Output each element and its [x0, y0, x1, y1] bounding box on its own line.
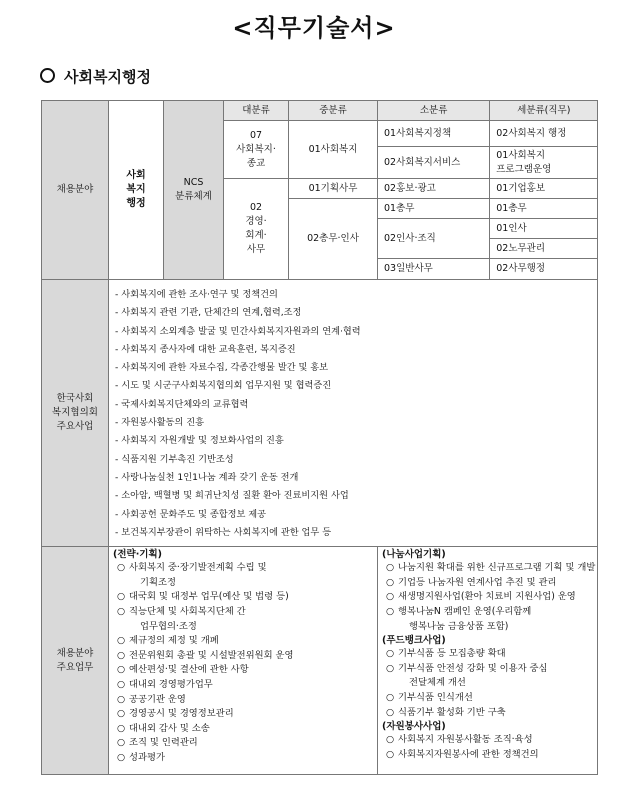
major-line: 회계·: [245, 230, 267, 241]
circle-bullet-icon: ○: [116, 591, 126, 603]
header-minor: 소분류: [378, 101, 490, 121]
duty-item-text: 기부식품 등 모집총량 확대: [398, 648, 506, 660]
circle-bullet-icon: [40, 68, 55, 83]
org-label-line: 주요사업: [56, 421, 94, 433]
activity-item: - 사회복지 자원개발 및 정보화사업의 진흥: [115, 435, 284, 447]
job-description-table: [41, 100, 598, 775]
duty-label-cell: [42, 547, 109, 775]
duty-group-heading: (푸드뱅크사업): [382, 635, 446, 647]
minor-cell: 02홍보·광고: [378, 179, 490, 199]
ncs-label-line: 분류체계: [175, 191, 212, 202]
duty-item: [113, 649, 375, 664]
circle-bullet-icon: ○: [116, 605, 126, 617]
duties-right-cell: [378, 547, 598, 775]
detail-cell: 02노무관리: [490, 239, 598, 259]
header-major: 대분류: [224, 101, 289, 121]
section-title: 사회복지행정: [64, 68, 151, 86]
circle-bullet-icon: ○: [385, 734, 395, 746]
minor-cell: 03일반사무: [378, 259, 490, 280]
ncs-label-cell: [164, 101, 224, 280]
activity-item: - 자원봉사활동의 진흥: [115, 417, 205, 429]
activity-item: - 사회공헌 문화주도 및 종합정보 제공: [115, 508, 267, 520]
duty-item: [113, 663, 375, 678]
middle-cell: 01기획사무: [289, 179, 378, 199]
duty-item: [382, 706, 595, 721]
duty-item: [113, 605, 375, 620]
activity-item: - 시도 및 시군구사회복지협의회 업무지원 및 협력증진: [115, 380, 332, 392]
duty-item: [113, 751, 375, 766]
duty-item-text: 새생명지원사업(환아 치료비 지원사업) 운영: [398, 591, 576, 603]
major-line: 경영·: [245, 216, 267, 227]
minor-cell: 01사회복지정책: [378, 121, 490, 147]
duty-item: [382, 605, 595, 620]
activity-item: - 사랑나눔실천 1인1나눔 계좌 갖기 운동 전개: [115, 471, 299, 483]
circle-bullet-icon: ○: [385, 648, 395, 660]
duty-item: [113, 590, 375, 605]
org-label-cell: [42, 280, 109, 547]
duties-left-cell: [109, 547, 378, 775]
duty-group-heading: (전략·기획): [113, 549, 163, 561]
circle-bullet-icon: ○: [116, 693, 126, 705]
minor-cell: 02사회복지서비스: [378, 147, 490, 179]
activity-item: - 식품지원 기부촉진 기반조성: [115, 453, 234, 465]
job-name-line: 복지: [126, 184, 146, 195]
duty-item-text: 공공기관 운영: [129, 693, 186, 705]
activities-cell: [109, 280, 598, 547]
duty-item: [113, 634, 375, 649]
detail-cell: 02사무행정: [490, 259, 598, 280]
job-name-line: 사회: [126, 170, 146, 181]
circle-bullet-icon: ○: [116, 664, 126, 676]
activity-item: - 사회복지 관련 기관, 단체간의 연계,협력,조정: [115, 307, 302, 319]
duty-item: [382, 647, 595, 662]
duty-item-text: 대국회 및 대정부 업무(예산 및 법령 등): [129, 591, 289, 603]
detail-cell: 01총무: [490, 199, 598, 219]
duty-label-line: 채용분야: [56, 647, 94, 659]
circle-bullet-icon: ○: [385, 605, 395, 617]
duty-item-text: 대내외 경영평가업무: [129, 678, 213, 690]
activity-item: - 국제사회복지단체와의 교류협력: [115, 398, 249, 410]
major-line: 07: [249, 129, 263, 141]
duty-item: [113, 678, 375, 693]
activity-item: - 사회복지에 관한 자료수집, 각종간행물 발간 및 홍보: [115, 362, 329, 374]
circle-bullet-icon: ○: [385, 691, 395, 703]
duty-item: [113, 693, 375, 708]
duty-item-text: 나눔지원 확대를 위한 신규프로그램 기획 및 개발: [398, 562, 596, 574]
duty-group-heading: (나눔사업기획): [382, 549, 446, 561]
org-label-line: 복지협의회: [52, 407, 98, 419]
section-heading: [40, 66, 151, 87]
duty-item-text: 기업등 나눔자원 연계사업 추진 및 관리: [398, 576, 557, 588]
duty-item-text: 기부식품 인식개선: [398, 691, 473, 703]
duty-item: [382, 733, 595, 748]
activity-item: - 소아암, 백혈병 및 희귀난치성 질환 환아 진료비지원 사업: [115, 490, 349, 502]
middle-cell: 01사회복지: [289, 121, 378, 179]
circle-bullet-icon: ○: [385, 591, 395, 603]
duty-item: [113, 736, 375, 751]
circle-bullet-icon: ○: [385, 562, 395, 574]
minor-cell: 01총무: [378, 199, 490, 219]
circle-bullet-icon: ○: [385, 748, 395, 760]
field-label-cell: [42, 101, 109, 280]
middle-cell: 02총무·인사: [289, 199, 378, 280]
duty-item-continuation: 업무협의·조정: [140, 620, 197, 632]
duty-label-line: 주요업무: [56, 661, 94, 673]
duty-item-text: 사회복지자원봉사에 관한 정책건의: [398, 748, 539, 760]
circle-bullet-icon: ○: [116, 562, 126, 574]
duty-item: [382, 561, 595, 576]
duty-group-heading: (자원봉사사업): [382, 721, 446, 733]
circle-bullet-icon: ○: [116, 722, 126, 734]
job-name-line: 행정: [126, 198, 146, 209]
duty-item-text: 제규정의 제정 및 개폐: [129, 635, 219, 647]
major-cell: [224, 179, 289, 280]
field-label: 채용분야: [56, 184, 94, 195]
duty-item-continuation: 행복나눔 금융상품 포함): [409, 620, 509, 632]
activity-item: - 사회복지 소외계층 발굴 및 민간사회복지자원과의 연계·협력: [115, 325, 361, 337]
major-line: 사무: [246, 244, 266, 255]
header-middle: 중분류: [289, 101, 378, 121]
document-title: <직무기술서>: [232, 14, 396, 42]
detail-cell: 02사회복지 행정: [490, 121, 598, 147]
activity-item: - 사회복지 종사자에 대한 교육훈련, 복지증진: [115, 343, 296, 355]
major-line: 02: [249, 202, 263, 213]
detail-cell: 01기업홍보: [490, 179, 598, 199]
duty-item-text: 사회복지 중·장기발전계획 수립 및: [129, 562, 267, 574]
duty-item: [382, 748, 595, 763]
header-detail: 세분류(직무): [490, 101, 598, 121]
duty-item-continuation: 기획조정: [140, 576, 176, 588]
duty-item-text: 사회복지 자원봉사활동 조직·육성: [398, 734, 533, 746]
circle-bullet-icon: ○: [116, 737, 126, 749]
duty-item-text: 대내외 감사 및 소송: [129, 722, 210, 734]
circle-bullet-icon: ○: [385, 576, 395, 588]
duty-item: [113, 722, 375, 737]
ncs-label-line: NCS: [183, 177, 204, 188]
duty-item: [382, 576, 595, 591]
circle-bullet-icon: ○: [116, 751, 126, 763]
circle-bullet-icon: ○: [116, 649, 126, 661]
major-line: 종교: [246, 157, 266, 169]
duty-item-text: 기부식품 안전성 강화 및 이용자 중심: [398, 662, 548, 674]
detail-line: 01사회복지: [496, 149, 546, 161]
activity-item: - 보건복지부장관이 위탁하는 사회복지에 관한 업무 등: [115, 526, 332, 538]
duty-item-text: 직능단체 및 사회복지단체 간: [129, 605, 246, 617]
job-name-cell: [109, 101, 164, 280]
activity-item: - 사회복지에 관한 조사·연구 및 정책건의: [115, 289, 278, 300]
circle-bullet-icon: ○: [116, 635, 126, 647]
org-label-line: 한국사회: [56, 393, 94, 405]
duty-item-text: 전문위원회 총괄 및 시설발전위원회 운영: [129, 649, 294, 661]
duty-item-continuation: 전달체계 개선: [409, 677, 466, 689]
duty-item: [113, 561, 375, 576]
major-cell: [224, 121, 289, 179]
duty-item-text: 성과평가: [129, 751, 165, 763]
circle-bullet-icon: ○: [116, 708, 126, 720]
duty-item-text: 경영공시 및 경영정보관리: [129, 708, 234, 720]
detail-line: 프로그램운영: [496, 163, 552, 175]
duty-item: [382, 691, 595, 706]
duty-item-text: 조직 및 인력관리: [129, 737, 198, 749]
detail-cell: [490, 147, 598, 179]
duty-item: [113, 707, 375, 722]
circle-bullet-icon: ○: [116, 678, 126, 690]
circle-bullet-icon: ○: [385, 706, 395, 718]
minor-cell: 02인사·조직: [378, 219, 490, 259]
duty-item-text: 식품기부 활성화 기반 구축: [398, 706, 506, 718]
detail-cell: 01인사: [490, 219, 598, 239]
duty-item-text: 행복나눔N 캠페인 운영(우리함께: [398, 605, 532, 617]
major-line: 사회복지·: [236, 143, 276, 155]
duty-item: [382, 590, 595, 605]
circle-bullet-icon: ○: [385, 662, 395, 674]
duty-item: [382, 662, 595, 677]
duty-item-text: 예산편성·및 결산에 관한 사항: [129, 664, 249, 676]
